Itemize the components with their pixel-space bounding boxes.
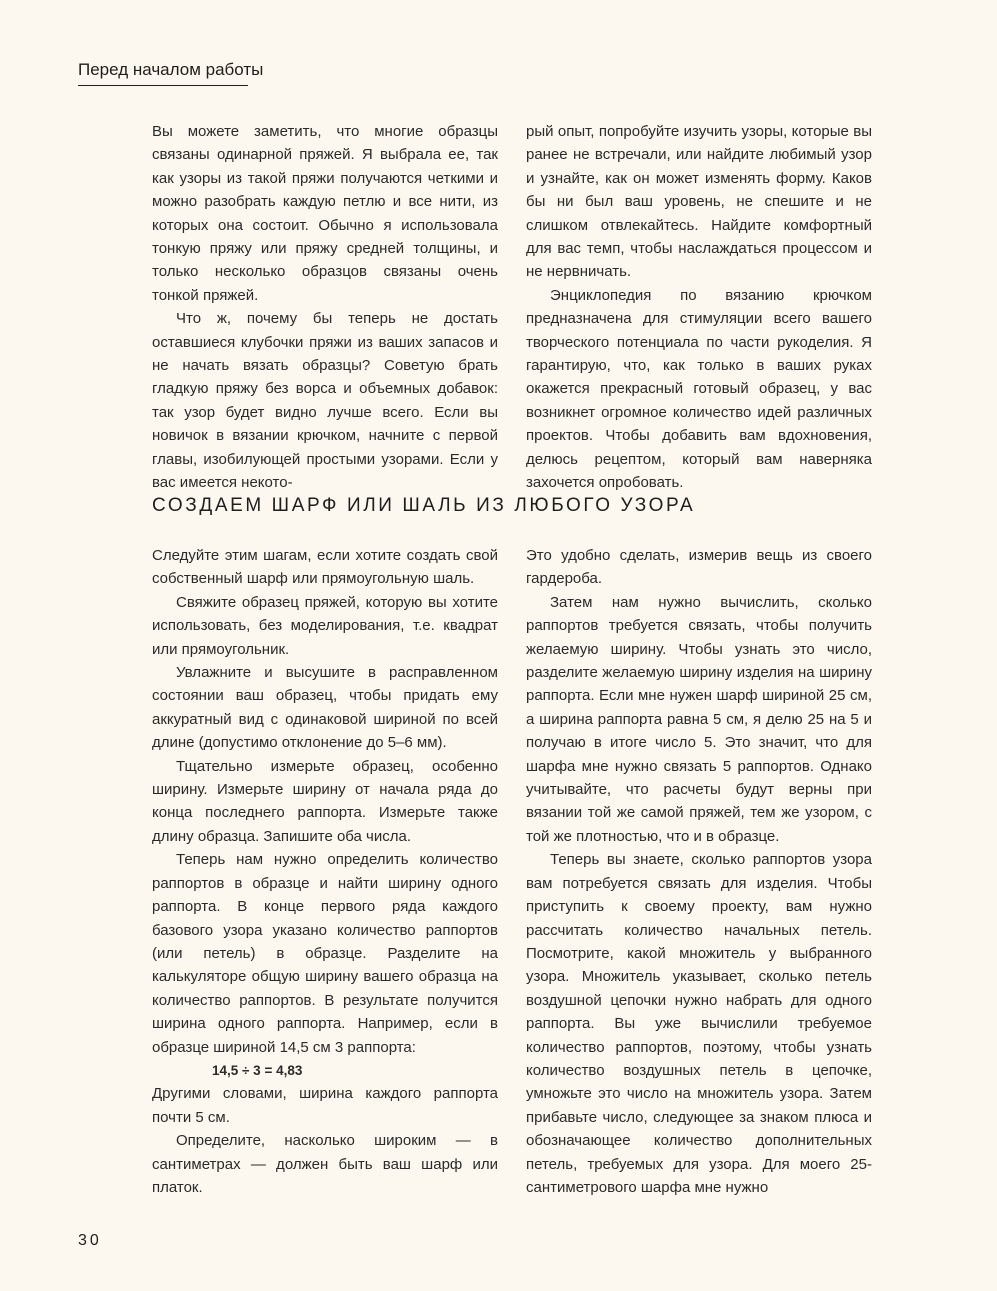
steps-left-column: [152, 544, 498, 1199]
paragraph: Энциклопедия по вязанию крючком предназначена для стимуляции всего вашего творческого потенциала по части рукоделия. Я гарантирую, что, как только в ваших руках окажется прекрасный готовый образец, у вас возникнет огромное количество идей различных проектов. Чтобы добавить вам вдохновения, делюсь рецептом, который вам наверняка захочется опробовать.: [526, 286, 872, 492]
top-right-column: [526, 120, 872, 495]
formula: 14,5 ÷ 3 = 4,83: [212, 1062, 303, 1078]
paragraph: Следуйте этим шагам, если хотите создать свой собственный шарф или прямоугольную шаль.: [152, 547, 498, 588]
paragraph: Увлажните и высушите в расправленном состоянии ваш образец, чтобы придать ему аккуратный вид с одинаковой шириной по всей длине (допустимо отклонение до 5–6 мм).: [152, 664, 498, 752]
paragraph: Теперь нам нужно определить количество раппортов в образце и найти ширину одного раппорта. В конце первого ряда каждого базового узора указано количество раппортов (или петель) в образце. Разделите на калькуляторе общую ширину вашего образца на количество раппортов. В результате получится ширина одного раппорта. Например, если в образце шириной 14,5 см 3 раппорта:: [152, 851, 498, 1056]
steps-right-column: [526, 544, 872, 1199]
paragraph: Теперь вы знаете, сколько раппортов узора вам потребуется связать для изделия. Чтобы приступить к своему проекту, вам нужно рассчитать количество начальных петель. Посмотрите, какой множитель у выбранного узора. Множитель указывает, сколько петель воздушной цепочки нужно набрать для одного раппорта. Вы уже вычислили требуемое количество раппортов, поэтому, чтобы узнать количество воздушных петель в цепочке, умножьте это число на множитель узора. Затем прибавьте число, следующее за знаком плюса и обозначающее количество дополнительных петель, требуемых для узора. Для моего 25-сантиметрового шарфа мне нужно: [526, 851, 872, 1196]
paragraph: Вы можете заметить, что многие образцы связаны одинарной пряжей. Я выбрала ее, так как узоры из такой пряжи получаются четкими и можно разобрать каждую петлю и все нити, из которых она состоит. Обычно я использовала тонкую пряжу или пряжу средней толщины, и только несколько образцов связаны очень тонкой пряжей.: [152, 123, 498, 304]
page-number: 30: [78, 1232, 102, 1249]
top-left-column: [152, 120, 498, 495]
paragraph: Другими словами, ширина каждого раппорта почти 5 см.: [152, 1085, 498, 1126]
paragraph: Затем нам нужно вычислить, сколько раппортов требуется связать, чтобы получить желаемую ширину. Чтобы узнать это число, разделите желаемую ширину изделия на ширину раппорта. Если мне нужен шарф шириной 25 см, а ширина раппорта равна 5 см, я делю 25 на 5 и получаю в итоге число 5. Это значит, что для шарфа мне нужно связать 5 раппортов. Однако учитывайте, что расчеты будут верны при вязании той же самой пряжей, тем же узором, с той же плотностью, что и в образце.: [526, 593, 872, 845]
paragraph: Свяжите образец пряжей, которую вы хотите использовать, без моделирования, т.е. квадрат или прямоугольник.: [152, 593, 498, 658]
paragraph: Что ж, почему бы теперь не достать оставшиеся клубочки пряжи из ваших запасов и не начать вязать образцы? Советую брать гладкую пряжу без ворса и объемных добавок: так узор будет видно лучше всего. Если вы новичок в вязании крючком, начните с первой главы, изобилующей простыми узорами. Если у вас имеется некото-: [152, 310, 498, 492]
paragraph: Тщательно измерьте образец, особенно ширину. Измерьте ширину от начала ряда до конца последнего раппорта. Измерьте также длину образца. Запишите оба числа.: [152, 757, 498, 845]
paragraph: Это удобно сделать, измерив вещь из своего гардероба.: [526, 547, 872, 588]
section-heading: СОЗДАЕМ ШАРФ ИЛИ ШАЛЬ ИЗ ЛЮБОГО УЗОРА: [152, 495, 696, 516]
paragraph: Определите, насколько широким — в сантиметрах — должен быть ваш шарф или платок.: [152, 1132, 498, 1196]
running-header: Перед началом работы: [78, 60, 248, 86]
paragraph: рый опыт, попробуйте изучить узоры, которые вы ранее не встречали, или найдите любимый узор и узнайте, как он может изменять форму. Каков бы ни был ваш уровень, не спешите и не слишком отвлекайтесь. Найдите комфортный для вас темп, чтобы наслаждаться процессом и не нервничать.: [526, 123, 872, 281]
